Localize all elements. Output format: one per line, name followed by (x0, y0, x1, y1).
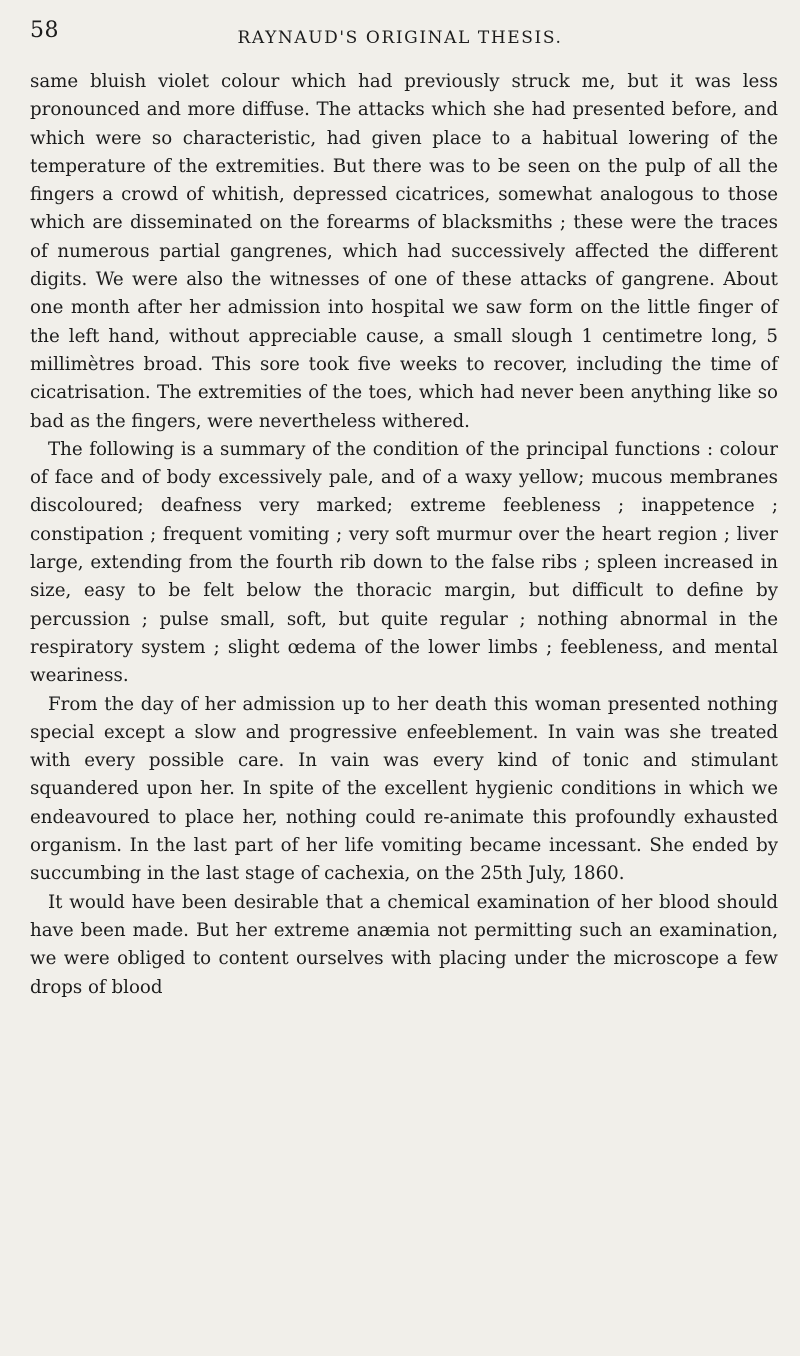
paragraph-4: It would have been desirable that a chemical examination of her blood should have been made. But her extreme anæmia not permitting such an examination, we were obliged to content ourselves with placing under the microscope a few drops of blood (30, 891, 778, 998)
running-head: RAYNAUD'S ORIGINAL THESIS. (237, 28, 563, 48)
paragraph-2: The following is a summary of the condition of the principal functions : colour of face and of body excessively pale, and of a waxy yellow; mucous membranes discoloured; deafness very marked; extreme feebleness ; inappetence ; constipation ; frequent vomiting ; very soft murmur over the heart region ; liver large, extending from the fourth rib down to the false ribs ; spleen increased in size, easy to be felt below the thoracic margin, but difficult to define by percussion ; pulse small, soft, but quite regular ; nothing abnormal in the respiratory system ; slight œdema of the lower limbs ; feebleness, and mental weariness. (30, 438, 778, 687)
paragraph-1: same bluish violet colour which had previously struck me, but it was less pronounced and more diffuse. The attacks which she had presented before, and which were so characteristic, had given place to a habitual lowering of the temperature of the extremities. But there was to be seen on the pulp of all the fingers a crowd of whitish, depressed cicatrices, somewhat analogous to those which are disseminated on the forearms of blacksmiths ; these were the traces of numerous partial gangrenes, which had successively affected the different digits. We were also the witnesses of one of these attacks of gangrene. About one month after her admission into hospital we saw form on the little finger of the left hand, without appreciable cause, a small slough 1 centimetre long, 5 millimètres broad. This sore took five weeks to recover, including the time of cicatrisation. The extremities of the toes, which had never been anything like so bad as the fingers, were nevertheless withered. (30, 71, 778, 432)
body-text (30, 68, 778, 1002)
paragraph-3: From the day of her admission up to her death this woman presented nothing special except a slow and progressive enfeeblement. In vain was she treated with every possible care. In vain was every kind of tonic and stimulant squandered upon her. In spite of the excellent hygienic conditions in which we endeavoured to place her, nothing could re-animate this profoundly exhausted organism. In the last part of her life vomiting became incessant. She ended by succumbing in the last stage of cachexia, on the 25th July, 1860. (30, 693, 778, 885)
page-number: 58 (30, 18, 59, 43)
